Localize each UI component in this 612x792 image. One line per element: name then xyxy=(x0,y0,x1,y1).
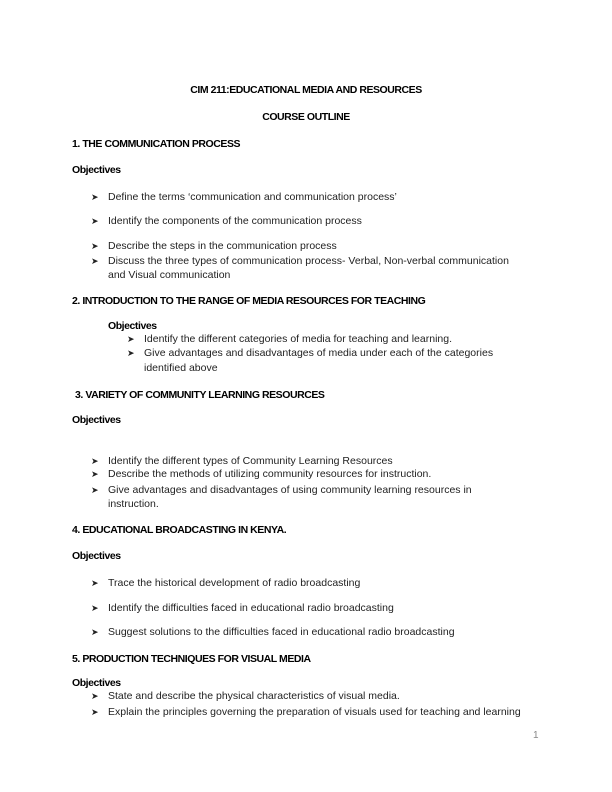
list-item: State and describe the physical characteristics of visual media. xyxy=(108,690,400,702)
list-item: Explain the principles governing the preparation of visuals used for teaching and learning xyxy=(108,706,521,718)
arrow-bullet-icon: ➤ xyxy=(91,578,99,588)
list-item: Discuss the three types of communication process- Verbal, Non-verbal communication xyxy=(108,255,509,267)
list-item: Identify the different types of Community Learning Resources xyxy=(108,455,393,467)
arrow-bullet-icon: ➤ xyxy=(91,241,99,251)
list-item: Identify the difficulties faced in educational radio broadcasting xyxy=(108,602,394,614)
document-title: CIM 211:EDUCATIONAL MEDIA AND RESOURCES xyxy=(190,84,422,96)
list-item: Describe the methods of utilizing community resources for instruction. xyxy=(108,468,432,480)
list-item: Suggest solutions to the difficulties faced in educational radio broadcasting xyxy=(108,626,455,638)
arrow-bullet-icon: ➤ xyxy=(91,707,99,717)
arrow-bullet-icon: ➤ xyxy=(127,348,135,358)
list-item-continuation: identified above xyxy=(144,362,218,374)
arrow-bullet-icon: ➤ xyxy=(91,603,99,613)
section-heading: 1. THE COMMUNICATION PROCESS xyxy=(72,138,241,150)
section-heading: 4. EDUCATIONAL BROADCASTING IN KENYA. xyxy=(72,524,287,536)
arrow-bullet-icon: ➤ xyxy=(91,216,99,226)
arrow-bullet-icon: ➤ xyxy=(91,469,99,479)
objectives-label: Objectives xyxy=(72,414,121,426)
list-item: Give advantages and disadvantages of media under each of the categories xyxy=(144,347,494,359)
document-subtitle: COURSE OUTLINE xyxy=(262,111,350,123)
arrow-bullet-icon: ➤ xyxy=(91,256,99,266)
arrow-bullet-icon: ➤ xyxy=(91,627,99,637)
list-item: Describe the steps in the communication process xyxy=(108,240,337,252)
arrow-bullet-icon: ➤ xyxy=(91,691,99,701)
list-item-continuation: and Visual communication xyxy=(108,269,231,281)
objectives-label: Objectives xyxy=(72,164,121,176)
list-item: Identify the components of the communication process xyxy=(108,215,362,227)
objectives-label: Objectives xyxy=(108,320,157,332)
section-heading: 5. PRODUCTION TECHNIQUES FOR VISUAL MEDIA xyxy=(72,653,311,665)
list-item: Identify the different categories of media for teaching and learning. xyxy=(144,333,453,345)
objectives-label: Objectives xyxy=(72,677,121,689)
objectives-label: Objectives xyxy=(72,550,121,562)
section-heading: 3. VARIETY OF COMMUNITY LEARNING RESOURCES xyxy=(75,389,325,401)
list-item: Define the terms ‘communication and communication process’ xyxy=(108,191,397,203)
list-item-continuation: instruction. xyxy=(108,498,159,510)
arrow-bullet-icon: ➤ xyxy=(91,485,99,495)
arrow-bullet-icon: ➤ xyxy=(91,192,99,202)
section-heading: 2. INTRODUCTION TO THE RANGE OF MEDIA RESOURCES FOR TEACHING xyxy=(72,295,426,307)
list-item: Trace the historical development of radio broadcasting xyxy=(108,577,361,589)
page-number: 1 xyxy=(533,730,539,741)
arrow-bullet-icon: ➤ xyxy=(127,334,135,344)
arrow-bullet-icon: ➤ xyxy=(91,456,99,466)
list-item: Give advantages and disadvantages of using community learning resources in xyxy=(108,484,472,496)
